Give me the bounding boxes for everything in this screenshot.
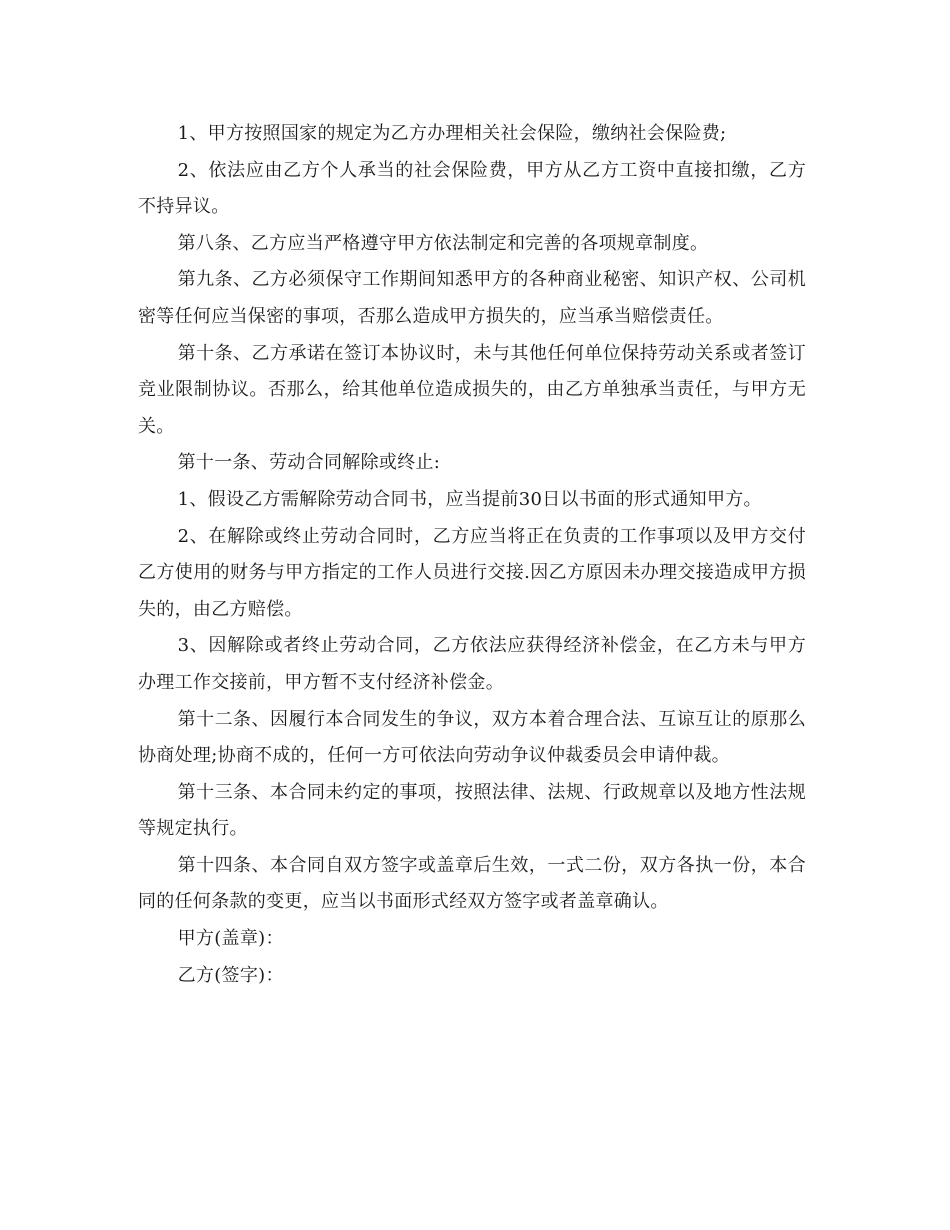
document-body — [138, 116, 806, 994]
article-10: 第十条、乙方承诺在签订本协议时，未与其他任何单位保持劳动关系或者签订竞业限制协议。否那么，给其他单位造成损失的，由乙方单独承当责任，与甲方无关。 — [138, 342, 806, 437]
article-11-clause-2: 2、在解除或终止劳动合同时，乙方应当将正在负责的工作事项以及甲方交付乙方使用的财务与甲方指定的工作人员进行交接.因乙方原因未办理交接造成甲方损失的，由乙方赔偿。 — [138, 525, 806, 620]
article-9: 第九条、乙方必须保守工作期间知悉甲方的各种商业秘密、知识产权、公司机密等任何应当保密的事项，否那么造成甲方损失的，应当承当赔偿责任。 — [138, 269, 806, 327]
article-11-clause-1: 1、假设乙方需解除劳动合同书，应当提前30日以书面的形式通知甲方。 — [177, 488, 762, 510]
article-11-clause-3: 3、因解除或者终止劳动合同，乙方依法应获得经济补偿金，在乙方未与甲方办理工作交接前，甲方暂不支付经济补偿金。 — [138, 635, 806, 693]
article-8: 第八条、乙方应当严格遵守甲方依法制定和完善的各项规章制度。 — [177, 232, 709, 254]
article-13: 第十三条、本合同未约定的事项，按照法律、法规、行政规章以及地方性法规等规定执行。 — [138, 781, 806, 840]
signature-party-b: 乙方(签字)： — [177, 964, 284, 986]
article-14: 第十四条、本合同自双方签字或盖章后生效，一式二份，双方各执一份，本合同的任何条款的变更，应当以书面形式经双方签字或者盖章确认。 — [138, 854, 806, 913]
social-insurance-clause-2: 2、依法应由乙方个人承当的社会保险费，甲方从乙方工资中直接扣缴，乙方不持异议。 — [138, 159, 806, 218]
signature-party-a: 甲方(盖章)： — [177, 928, 284, 950]
article-11-heading: 第十一条、劳动合同解除或终止: — [177, 452, 441, 474]
social-insurance-clause-1: 1、甲方按照国家的规定为乙方办理相关社会保险，缴纳社会保险费; — [177, 123, 727, 144]
article-12: 第十二条、因履行本合同发生的争议，双方本着合理合法、互谅互让的原那么协商处理;协商不成的，任何一方可依法向劳动争议仲裁委员会申请仲裁。 — [138, 708, 806, 767]
